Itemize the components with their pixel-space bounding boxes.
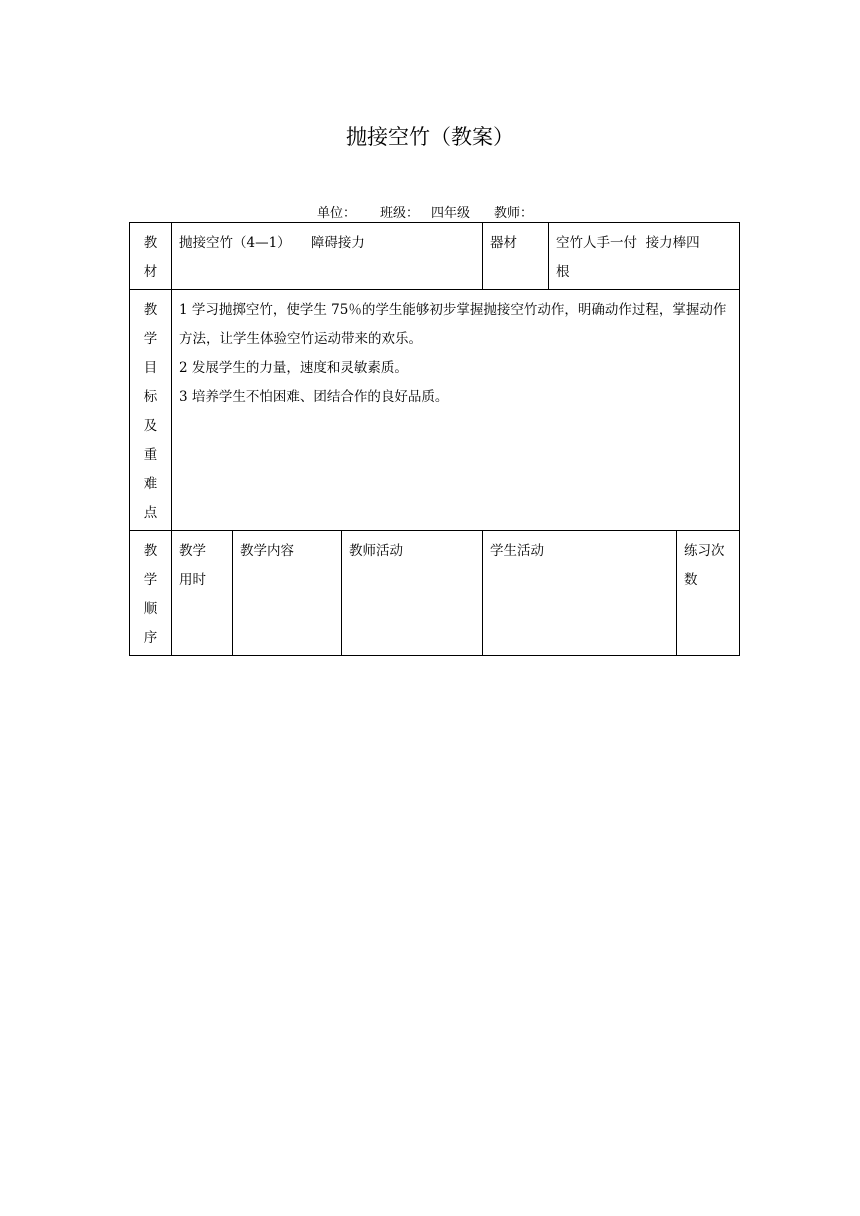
goals-content-cell — [172, 290, 740, 531]
document-title: 抛接空竹（教案） — [346, 125, 514, 149]
goal-item: 1 学习抛掷空竹，使学生 75％的学生能够初步掌握抛接空竹动作，明确动作过程，掌握动作方法，让学生体验空竹运动带来的欢乐。 — [179, 302, 727, 347]
grade-value: 四年级 — [431, 206, 471, 221]
goals-row — [130, 290, 740, 531]
lesson-plan-table — [129, 222, 740, 656]
goal-item: 3 培养学生不怕困难、团结合作的良好品质。 — [179, 389, 449, 405]
teaching-time-header: 教学 用时 — [172, 531, 233, 656]
equipment-content-cell: 空竹人手一付 接力棒四 根 — [549, 223, 740, 290]
goal-item: 2 发展学生的力量，速度和灵敏素质。 — [179, 360, 408, 376]
teaching-content-header: 教学内容 — [233, 531, 342, 656]
practice-count-header: 练习次 数 — [677, 531, 740, 656]
material-header-cell: 教 材 — [130, 223, 172, 290]
header-info-line — [317, 202, 557, 221]
teacher-label: 教师： — [494, 206, 534, 221]
sequence-row — [130, 531, 740, 656]
student-activity-header: 学生活动 — [483, 531, 677, 656]
goals-header-cell: 教 学 目 标 及 重 难 点 — [130, 290, 172, 531]
class-label: 班级： — [380, 206, 420, 221]
equipment-label-cell: 器材 — [483, 223, 549, 290]
sequence-header-cell: 教 学 顺 序 — [130, 531, 172, 656]
material-content-cell: 抛接空竹（4—1） 障碍接力 — [172, 223, 483, 290]
material-row — [130, 223, 740, 290]
unit-label: 单位： — [317, 206, 357, 221]
teacher-activity-header: 教师活动 — [342, 531, 483, 656]
